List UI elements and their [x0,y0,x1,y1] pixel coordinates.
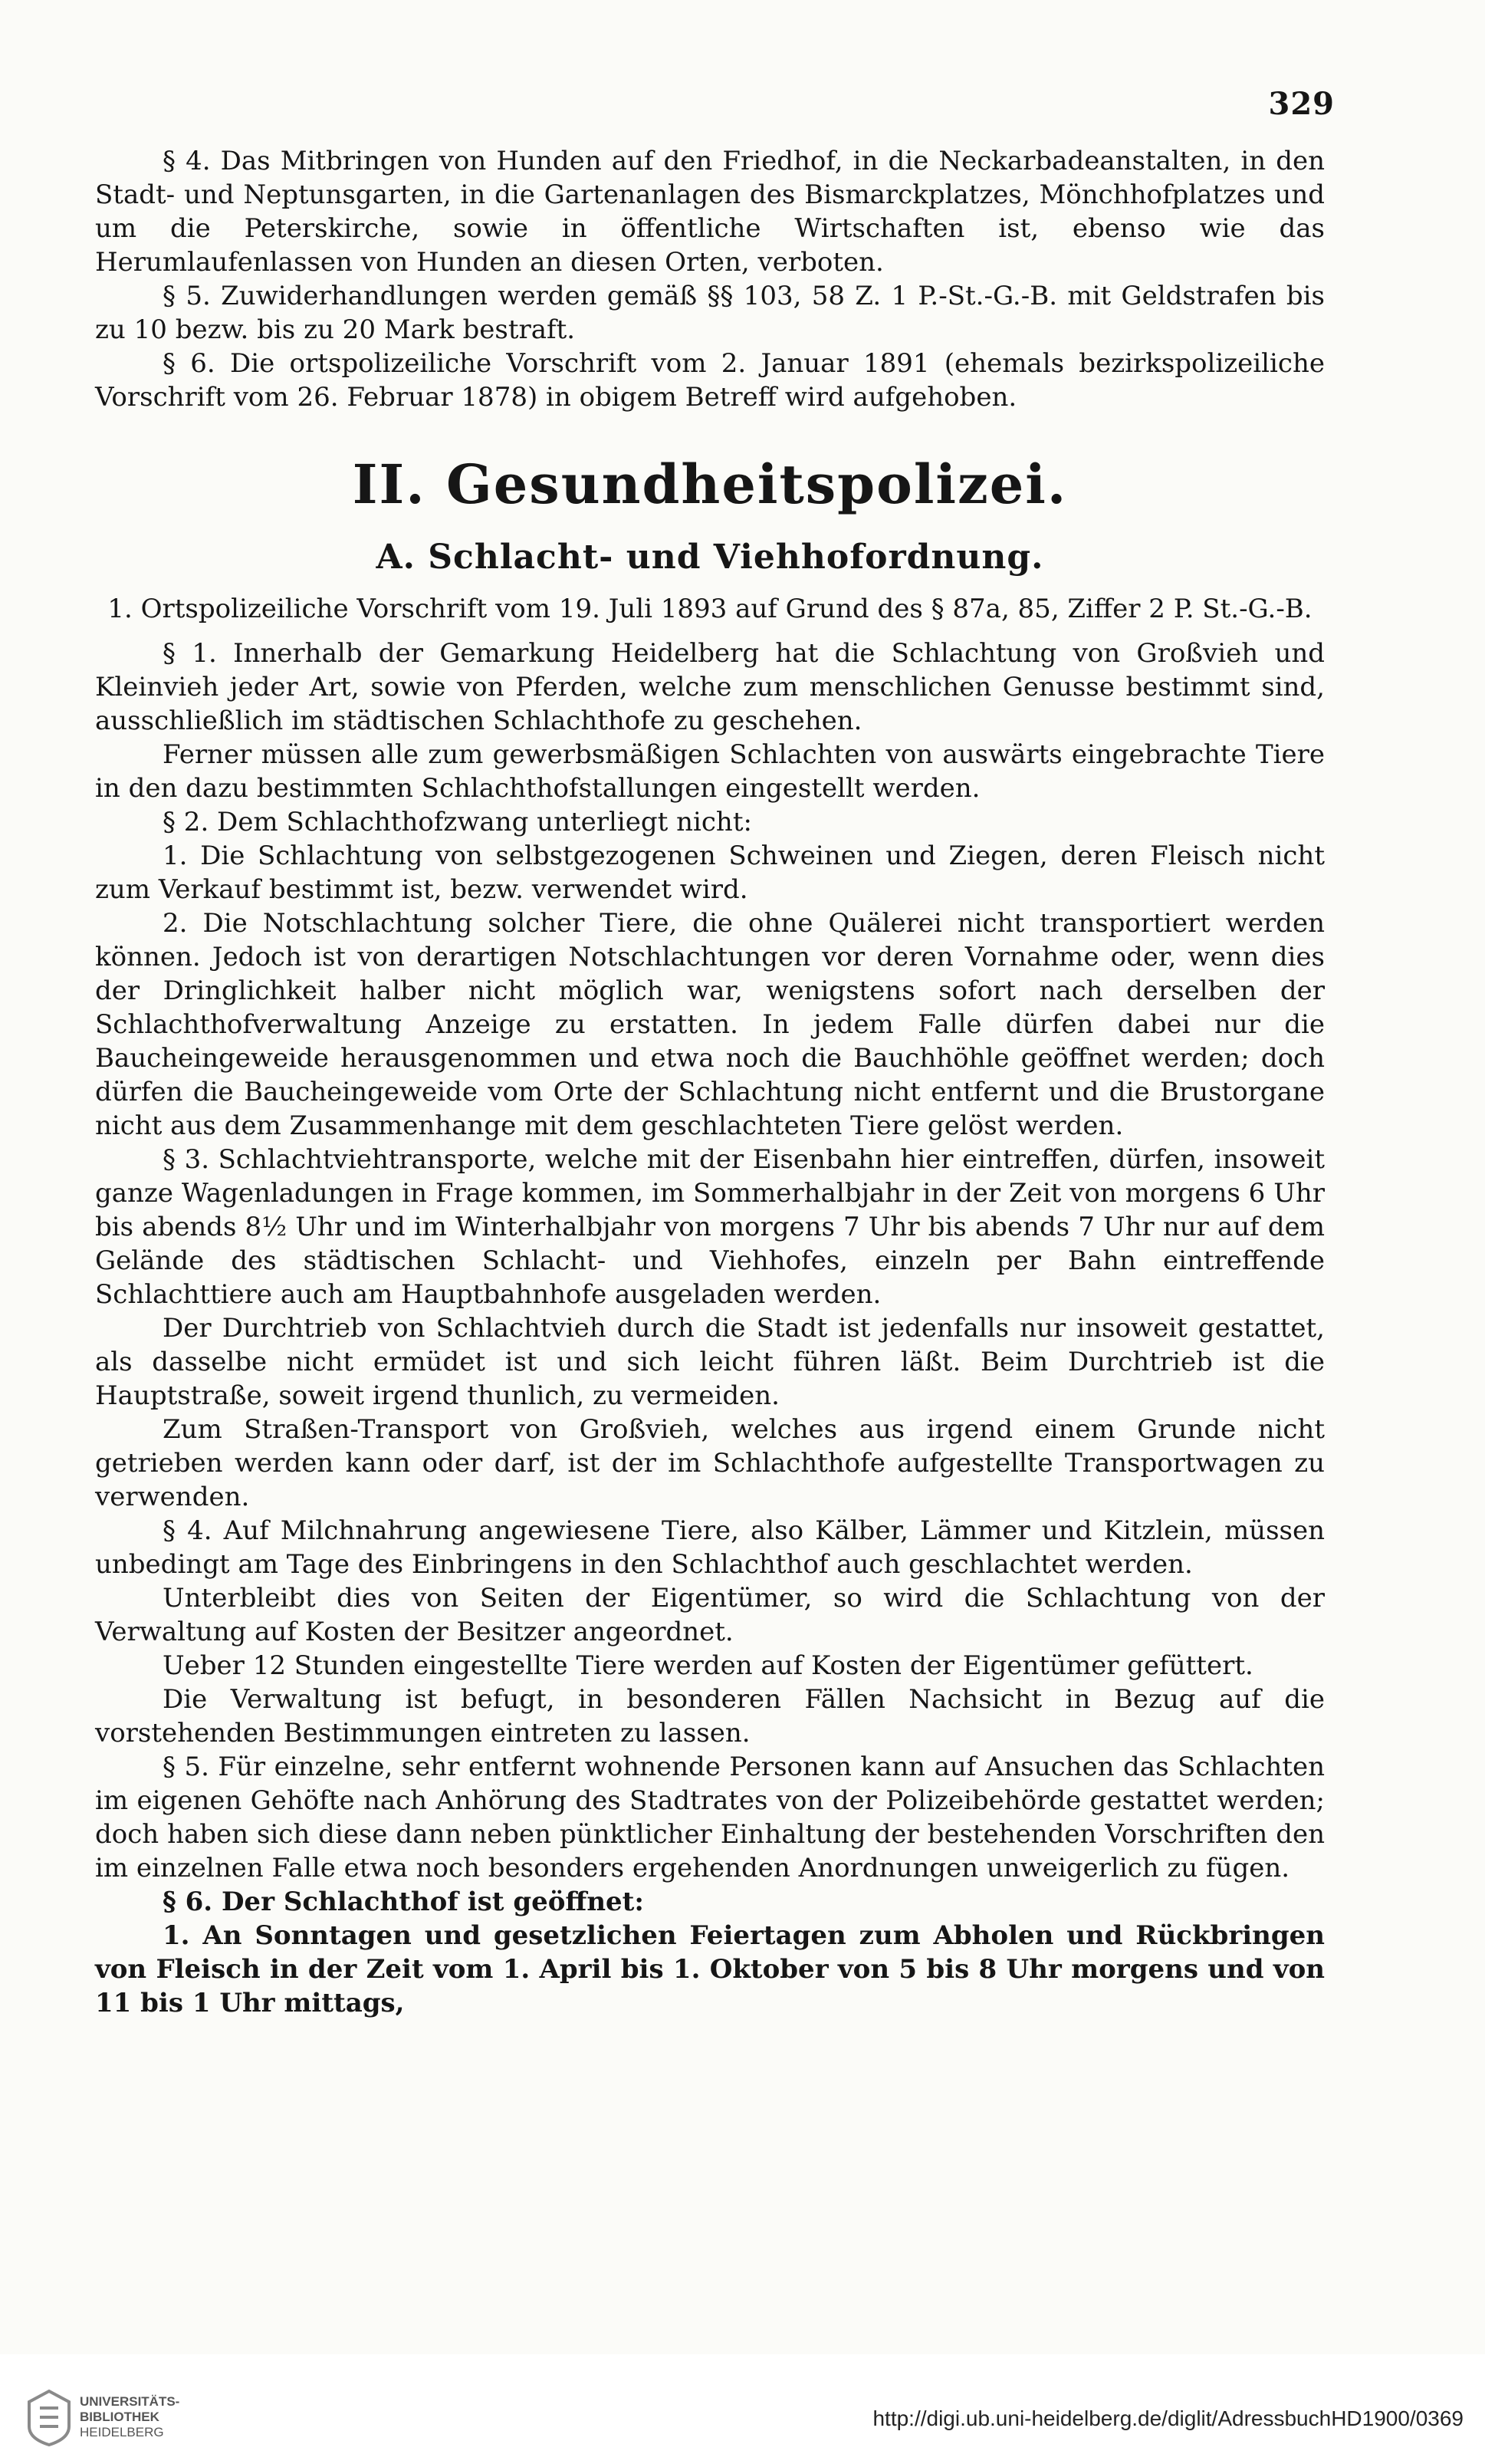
paragraph: § 2. Dem Schlachthofzwang unterliegt nicht: [163,807,752,837]
footer-bar [0,2354,1485,2464]
university-library-logo[interactable] [26,2388,202,2449]
paragraph: § 5. Für einzelne, sehr entfernt wohnende Personen kann auf Ansuchen das Schlachten im eigenen Gehöfte nach Anhörung des Stadtrates von der Polizeibehörde gestattet werden; doch haben sich diese dann neben pünktlicher Einhaltung der bestehenden Vorschriften den im einzelnen Falle etwa noch besonders ergehenden Anordnungen unweigerlich zu fügen. [95,1752,1325,1883]
paragraph: § 4. Das Mitbringen von Hunden auf den Friedhof, in die Neckarbadeanstalten, in den Stadt- und Neptunsgarten, in die Gartenanlagen des Bismarckplatzes, Mönchhofplatzes und um die Peterskirche, sowie in öffentliche Wirtschaften ist, ebenso wie das Herumlaufenlassen von Hunden an diesen Orten, verboten. [95,146,1325,278]
paragraph: § 6. Die ortspolizeiliche Vorschrift vom 2. Januar 1891 (ehemals bezirkspolizeiliche Vorschrift vom 26. Februar 1878) in obigem Betreff wird aufgehoben. [95,348,1325,413]
paragraph: Ferner müssen alle zum gewerbsmäßigen Schlachten von auswärts eingebrachte Tiere in den dazu bestimmten Schlachthofstallungen eingestellt werden. [95,739,1325,804]
paragraph: Die Verwaltung ist befugt, in besonderen Fällen Nachsicht in Bezug auf die vorstehenden Bestimmungen eintreten zu lassen. [95,1684,1325,1748]
paragraph: § 4. Auf Milchnahrung angewiesene Tiere, also Kälber, Lämmer und Kitzlein, müssen unbedingt am Tage des Einbringens in den Schlachthof auch geschlachtet werden. [95,1515,1325,1580]
subsection-title: A. Schlacht- und Viehhofordnung. [376,538,1044,577]
logo-text-line2: BIBLIOTHEK [80,2410,159,2424]
page-number: 329 [1268,86,1335,122]
paragraph: § 6. Der Schlachthof ist geöffnet: [163,1887,644,1917]
ordinance-title: 1. Ortspolizeiliche Vorschrift vom 19. Juli 1893 auf Grund des § 87a, 85, Ziffer 2 P. St.-G.-B. [107,594,1313,624]
paragraph: 1. An Sonntagen und gesetzlichen Feiertagen zum Abholen und Rückbringen von Fleisch in der Zeit vom 1. April bis 1. Oktober von 5 bis 8 Uhr morgens und von 11 bis 1 Uhr mittags, [95,1920,1325,2018]
section-title: II. Gesundheitspolizei. [352,452,1068,516]
paragraph: Der Durchtrieb von Schlachtvieh durch die Stadt ist jedenfalls nur insoweit gestattet, als dasselbe nicht ermüdet ist und sich leicht führen läßt. Beim Durchtrieb ist die Hauptstraße, soweit irgend thunlich, zu vermeiden. [95,1313,1325,1411]
paragraph: § 5. Zuwiderhandlungen werden gemäß §§ 103, 58 Z. 1 P.-St.-G.-B. mit Geldstrafen bis zu 10 bezw. bis zu 20 Mark bestraft. [95,281,1325,345]
paragraph: Zum Straßen-Transport von Großvieh, welches aus irgend einem Grunde nicht getrieben werden kann oder darf, ist der im Schlachthofe aufgestellte Transportwagen zu verwenden. [95,1414,1325,1512]
logo-text-line3: HEIDELBERG [80,2425,164,2439]
library-seal-icon [26,2388,72,2446]
list-item: 1. Die Schlachtung von selbstgezogenen Schweinen und Ziegen, deren Fleisch nicht zum Verkauf bestimmt ist, bezw. verwendet wird. [95,841,1325,905]
logo-text-line1: UNIVERSITÄTS- [80,2394,180,2409]
paragraph: § 3. Schlachtviehtransporte, welche mit der Eisenbahn hier eintreffen, dürfen, insoweit ganze Wagenladungen in Frage kommen, im Sommerhalbjahr in der Zeit von morgens 6 Uhr bis abends 8½ Uhr und im Winterhalbjahr von morgens 7 Uhr bis abends 7 Uhr nur auf dem Gelände des städtischen Schlacht- und Viehhofes, einzeln per Bahn eintreffende Schlachttiere auch am Hauptbahnhofe ausgeladen werden. [95,1144,1325,1310]
paragraph: Unterbleibt dies von Seiten der Eigentümer, so wird die Schlachtung von der Verwaltung auf Kosten der Besitzer angeordnet. [95,1583,1325,1647]
list-item: 2. Die Notschlachtung solcher Tiere, die ohne Quälerei nicht transportiert werden können. Jedoch ist von derartigen Notschlachtungen vor deren Vornahme oder, wenn dies der Dringlichkeit halber nicht möglich war, wenigstens sofort nach derselben der Schlachthofverwaltung Anzeige zu erstatten. In jedem Falle dürfen dabei nur die Baucheingeweide herausgenommen und etwa noch die Bauchhöhle geöffnet werden; doch dürfen die Baucheingeweide vom Orte der Schlachtung nicht entfernt und die Brustorgane nicht aus dem Zusammenhange mit dem geschlachteten Tiere gelöst werden. [95,908,1325,1141]
paragraph: Ueber 12 Stunden eingestellte Tiere werden auf Kosten der Eigentümer gefüttert. [163,1650,1253,1681]
source-url-link[interactable]: http://digi.ub.uni-heidelberg.de/diglit/AdressbuchHD1900/0369 [872,2406,1464,2430]
page-content [95,144,1325,2020]
paragraph: § 1. Innerhalb der Gemarkung Heidelberg hat die Schlachtung von Großvieh und Kleinvieh jeder Art, sowie von Pferden, welche zum menschlichen Genusse bestimmt sind, ausschließlich im städtischen Schlachthofe zu geschehen. [95,638,1325,736]
